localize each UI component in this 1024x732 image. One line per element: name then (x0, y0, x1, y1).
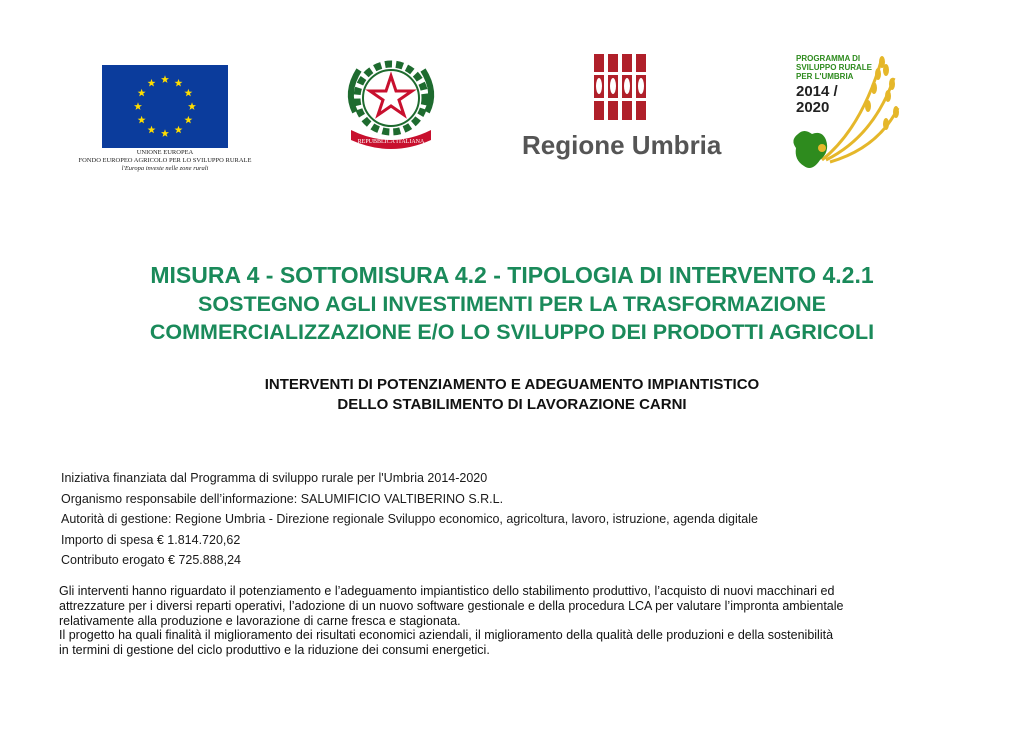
eu-star-icon (148, 126, 156, 134)
eu-stars-icon (102, 65, 228, 148)
description-line: Gli interventi hanno riguardato il potenziamento e l’adeguamento impiantistico dello stabilimento produttivo, l’acquisto di nuovi macchinari ed (59, 584, 835, 598)
eu-star-icon (138, 116, 146, 124)
description-line: attrezzature per i diversi reparti operativi, l’adozione di un nuovo software gestionale e della procedura LCA per valutare l’impronta ambientale (59, 598, 844, 613)
regione-umbria-mark-icon (592, 52, 652, 122)
eu-caption-line: FONDO EUROPEO AGRICOLO PER LO SVILUPPO RURALE (78, 157, 252, 164)
eu-star-icon (184, 116, 192, 124)
description-line: Il progetto ha quali finalità il miglioramento dei risultati economici aziendali, il miglioramento della qualità delle produzioni e della sostenibilità (59, 628, 834, 643)
psr-year: 2014 / (796, 83, 838, 100)
psr-line: PER L'UMBRIA (796, 72, 854, 81)
info-line: Iniziativa finanziata dal Programma di sviluppo rurale per l'Umbria 2014-2020 (61, 471, 488, 485)
info-line: Contributo erogato € 725.888,24 (61, 553, 241, 567)
title-line: SOSTEGNO AGLI INVESTIMENTI PER LA TRASFORMAZIONE (198, 292, 826, 316)
eu-star-icon (175, 126, 183, 134)
eu-caption-line: UNIONE EUROPEA (136, 149, 194, 156)
title-line: COMMERCIALIZZAZIONE E/O LO SVILUPPO DEI PRODOTTI AGRICOLI (149, 320, 875, 344)
eu-star-icon (161, 75, 169, 83)
eu-caption (60, 149, 270, 173)
info-line: Organismo responsabile dell’informazione: SALUMIFICIO VALTIBERINO S.R.L. (61, 491, 504, 506)
main-title (0, 260, 1024, 346)
eu-star-icon (184, 89, 192, 97)
funding-info (61, 468, 961, 571)
info-line: Autorità di gestione: Regione Umbria - Direzione regionale Sviluppo economico, agricoltura, lavoro, istruzione, agenda digitale (61, 512, 758, 526)
eu-star-icon (134, 102, 142, 110)
emblem-ribbon-text: REPUBBLICA ITALIANA (357, 139, 425, 145)
psr-line: PROGRAMMA DI (796, 54, 861, 63)
psr-line: SVILUPPO RURALE (796, 63, 873, 72)
subtitle-line: DELLO STABILIMENTO DI LAVORAZIONE CARNI (337, 396, 687, 413)
eu-star-icon (175, 79, 183, 87)
psr-text-block (796, 54, 872, 116)
psr-umbria-logo (782, 48, 902, 180)
eu-star-icon (138, 89, 146, 97)
regione-umbria-wordmark: Regione Umbria (522, 130, 722, 160)
eu-flag-logo (102, 65, 228, 148)
eu-star-icon (188, 102, 196, 110)
repubblica-italiana-emblem-icon (335, 52, 447, 154)
description-line: relativamente alla produzione e lavorazione di carne fresca e stagionata. (59, 613, 461, 628)
eu-caption-line: l'Europa investe nelle zone rurali (121, 165, 209, 172)
description-line: in termini di gestione del ciclo produttivo e la riduzione dei consumi energetici. (59, 643, 490, 658)
info-line: Importo di spesa € 1.814.720,62 (61, 532, 241, 547)
subtitle-line: INTERVENTI DI POTENZIAMENTO E ADEGUAMENTO IMPIANTISTICO (264, 376, 760, 393)
eu-star-icon (148, 79, 156, 87)
subtitle (0, 375, 1024, 415)
project-description (59, 584, 959, 658)
psr-year: 2020 (796, 99, 830, 116)
eu-star-icon (161, 129, 169, 137)
title-line: MISURA 4 - SOTTOMISURA 4.2 - TIPOLOGIA DI INTERVENTO 4.2.1 (150, 262, 874, 288)
